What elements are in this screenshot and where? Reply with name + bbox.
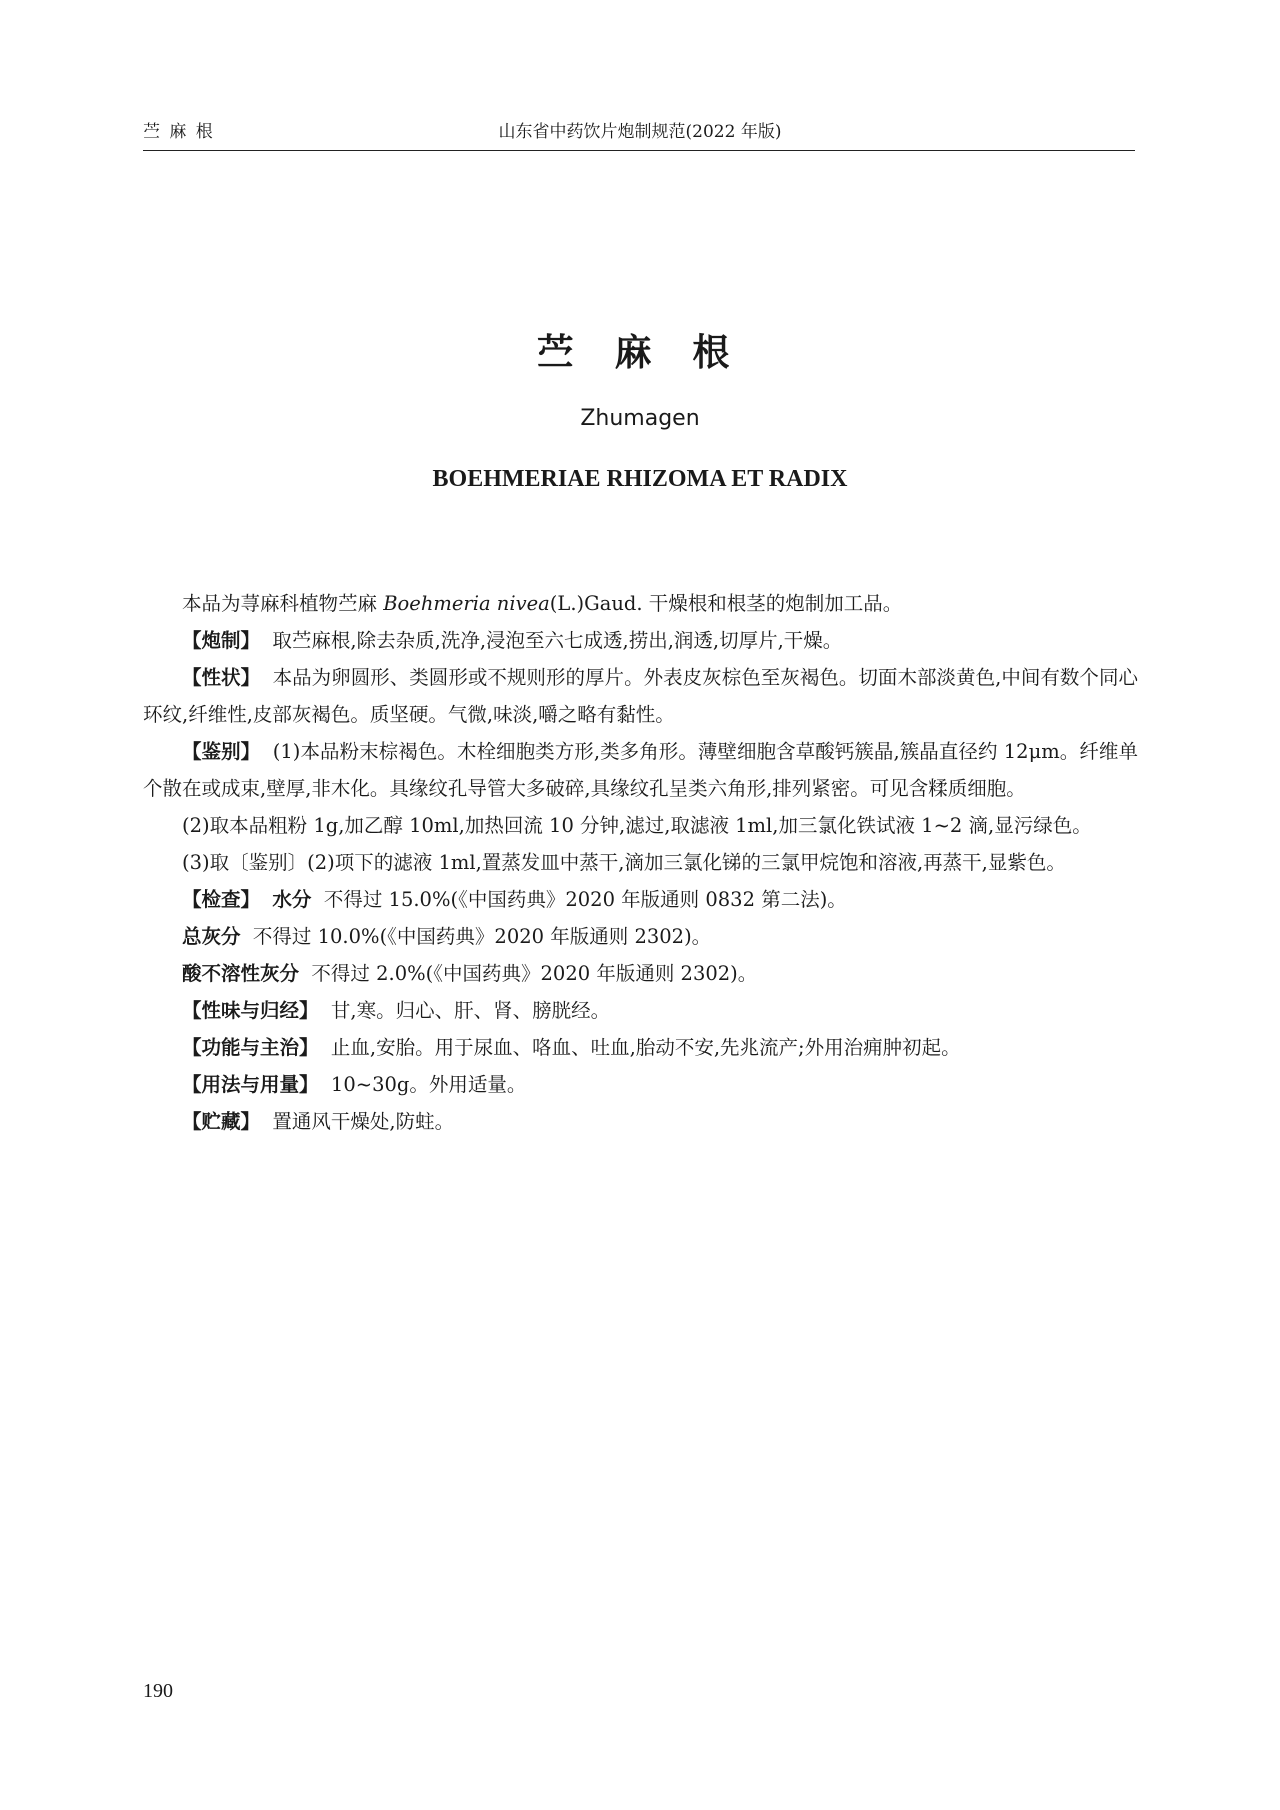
check-item-text: 不得过 15.0%(《中国药典》2020 年版通则 0832 第二法)。 [323, 888, 847, 911]
section-text: 置通风干燥处,防蛀。 [272, 1110, 455, 1133]
section-yongfa [143, 1066, 1138, 1103]
section-label: 【性状】 [182, 666, 261, 689]
section-label: 【性味与归经】 [182, 999, 319, 1022]
section-text: 本品为卵圆形、类圆形或不规则形的厚片。外表皮灰棕色至灰褐色。切面木部淡黄色,中间有数个同心环纹,纤维性,皮部灰褐色。质坚硬。气微,味淡,嚼之略有黏性。 [143, 666, 1138, 726]
section-label: 【炮制】 [182, 629, 261, 652]
check-item-text: 不得过 2.0%(《中国药典》2020 年版通则 2302)。 [311, 962, 758, 985]
header-rule [143, 150, 1135, 151]
section-text: (1)本品粉末棕褐色。木栓细胞类方形,类多角形。薄壁细胞含草酸钙簇晶,簇晶直径约 12μm。纤维单个散在或成束,壁厚,非木化。具缘纹孔导管大多破碎,具缘纹孔呈类六角形,排列紧密。可见含糅质细胞。 [143, 740, 1138, 800]
section-label: 【检查】 [182, 888, 261, 911]
species-name: Boehmeria nivea [383, 592, 550, 615]
section-xingwei [143, 992, 1138, 1029]
check-item-row [143, 918, 1138, 955]
check-item-name: 水分 [272, 888, 312, 911]
section-text: 止血,安胎。用于尿血、咯血、吐血,胎动不安,先兆流产;外用治痈肿初起。 [330, 1036, 961, 1059]
section-xingzhuang [143, 659, 1138, 733]
running-head-book: 山东省中药饮片炮制规范(2022 年版) [498, 122, 782, 142]
check-item-name: 酸不溶性灰分 [182, 962, 300, 985]
intro-post: (L.)Gaud. 干燥根和根茎的炮制加工品。 [549, 592, 903, 615]
section-paozhi [143, 622, 1138, 659]
check-item-name: 总灰分 [182, 925, 241, 948]
intro-paragraph [143, 585, 1138, 622]
section-label: 【用法与用量】 [182, 1073, 319, 1096]
page-title: 苎 麻 根 [536, 331, 744, 374]
section-text: 取苎麻根,除去杂质,洗净,浸泡至六七成透,捞出,润透,切厚片,干燥。 [272, 629, 843, 652]
running-head-title: 苎 麻 根 [143, 122, 215, 142]
intro-pre: 本品为荨麻科植物苎麻 [182, 592, 384, 615]
monograph-body [143, 585, 1138, 1140]
section-text: 10~30g。外用适量。 [330, 1073, 527, 1096]
pinyin-name: Zhumagen [580, 406, 700, 431]
page-number: 190 [143, 1680, 173, 1702]
check-item-row [143, 955, 1138, 992]
section-zhucang [143, 1103, 1138, 1140]
section-label: 【功能与主治】 [182, 1036, 319, 1059]
check-item-text: 不得过 10.0%(《中国药典》2020 年版通则 2302)。 [252, 925, 712, 948]
section-jianbie-3: (3)取〔鉴别〕(2)项下的滤液 1ml,置蒸发皿中蒸干,滴加三氯化锑的三氯甲烷饱和溶液,再蒸干,显紫色。 [182, 851, 1066, 874]
section-gongneng [143, 1029, 1138, 1066]
section-label: 【鉴别】 [182, 740, 261, 763]
latin-name: BOEHMERIAE RHIZOMA ET RADIX [432, 466, 848, 492]
section-jianbie-1 [143, 733, 1138, 807]
section-jiancha [143, 881, 1138, 918]
section-label: 【贮藏】 [182, 1110, 261, 1133]
section-jianbie-2: (2)取本品粗粉 1g,加乙醇 10ml,加热回流 10 分钟,滤过,取滤液 1ml,加三氯化铁试液 1~2 滴,显污绿色。 [182, 814, 1092, 837]
section-text: 甘,寒。归心、肝、肾、膀胱经。 [330, 999, 611, 1022]
